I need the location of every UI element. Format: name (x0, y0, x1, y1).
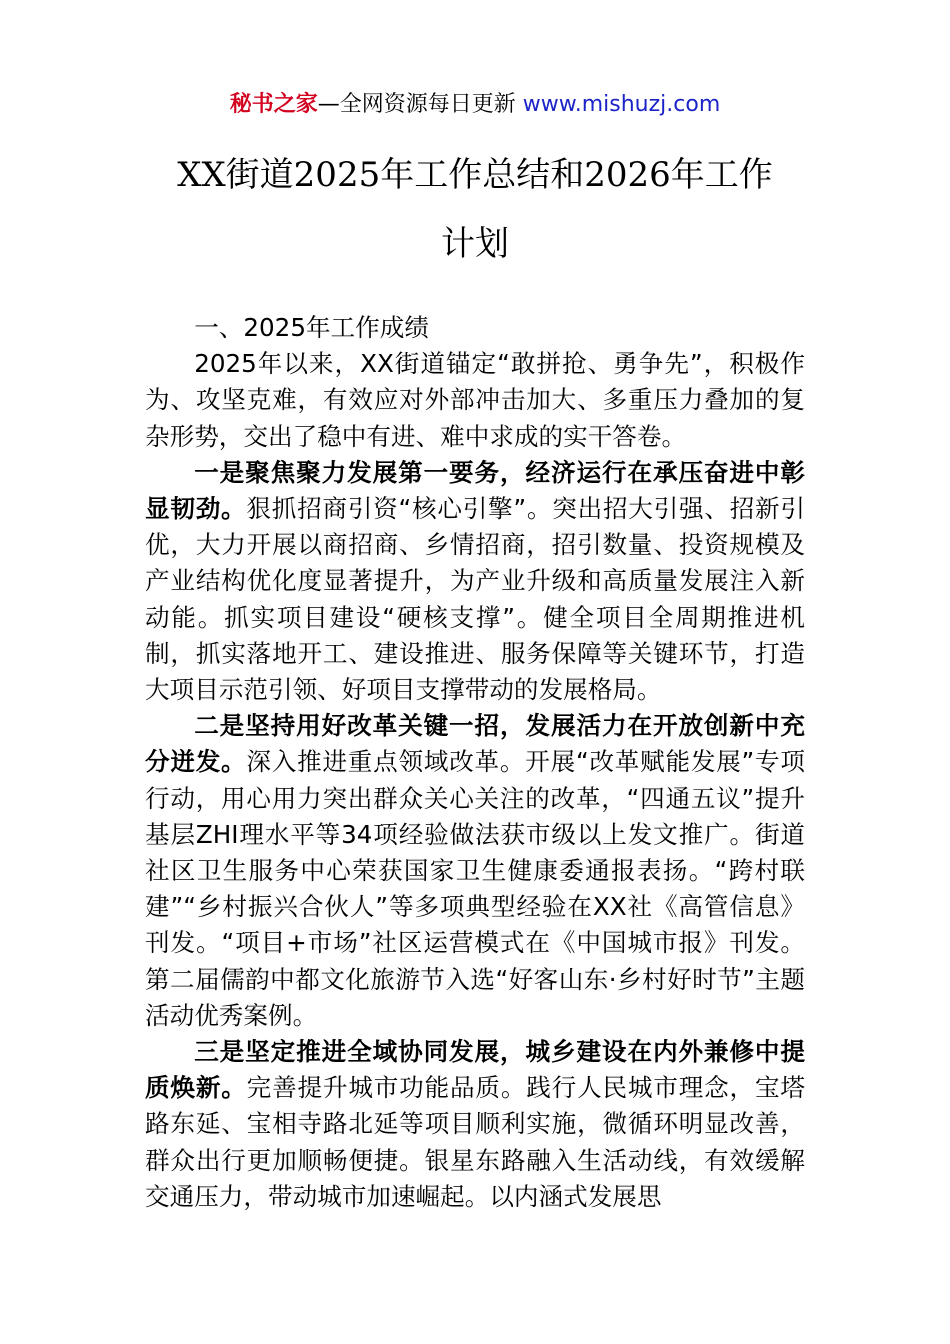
item-3-body: 完善提升城市功能品质。践行人民城市理念，宝塔路东延、宝相寺路北延等项目顺利实施，微循环明显改善，群众出行更加顺畅便捷。银星东路融入生活动线，有效缓解交通压力，带动城市加速崛起。以内涵式发展思 (145, 1073, 805, 1211)
item-3-lead: 三是坚定推进全域协同发展，城乡建设在内外兼修中提质焕新。 (145, 1037, 805, 1103)
document-body (145, 310, 805, 1215)
header-slogan: —全网资源每日更新 (317, 92, 523, 117)
item-1-body: 狠抓招商引资“核心引擎”。突出招大引强、招新引优，大力开展以商招商、乡情招商，招引数量、投资规模及产业结构优化度显著提升，为产业升级和高质量发展注入新动能。抓实项目建设“硬核支撑”。健全项目全周期推进机制，抓实落地开工、建设推进、服务保障等关键环节，打造大项目示范引领、好项目支撑带动的发展格局。 (145, 494, 805, 705)
site-header (0, 88, 950, 122)
item-3-paragraph (145, 1034, 805, 1215)
section-heading: 一、2025年工作成绩 (194, 313, 429, 342)
item-1-lead: 一是聚焦聚力发展第一要务，经济运行在承压奋进中彰显韧劲。 (145, 457, 805, 524)
item-2-paragraph (145, 708, 805, 1034)
intro-paragraph: 2025年以来，XX街道锚定“敢拼抢、勇争先”，积极作为、攻坚克难，有效应对外部冲击加大、多重压力叠加的复杂形势，交出了稳中有进、难中求成的实干答卷。 (145, 349, 805, 451)
brand-name: 秘书之家 (229, 92, 318, 117)
item-2-body: 深入推进重点领域改革。开展“改革赋能发展”专项行动，用心用力突出群众关心关注的改革，“四通五议”提升基层ZHI理水平等34项经验做法获市级以上发文推广。街道社区卫生服务中心荣获国家卫生健康委通报表扬。“跨村联建”“乡村振兴合伙人”等多项典型经验在XX社《高管信息》刊发。“项目+市场”社区运营模式在《中国城市报》刊发。第二届儒韵中都文化旅游节入选“好客山东·乡村好时节”主题活动优秀案例。 (145, 747, 805, 1030)
item-2-lead: 二是坚持用好改革关键一招，发展活力在开放创新中充分迸发。 (145, 711, 805, 777)
document-title-line-1: XX街道2025年工作总结和2026年工作 (177, 155, 773, 195)
site-url-link[interactable]: www.mishuzj.com (522, 92, 721, 117)
document-title-line-2: 计划 (441, 224, 509, 264)
item-1-paragraph (145, 455, 805, 708)
